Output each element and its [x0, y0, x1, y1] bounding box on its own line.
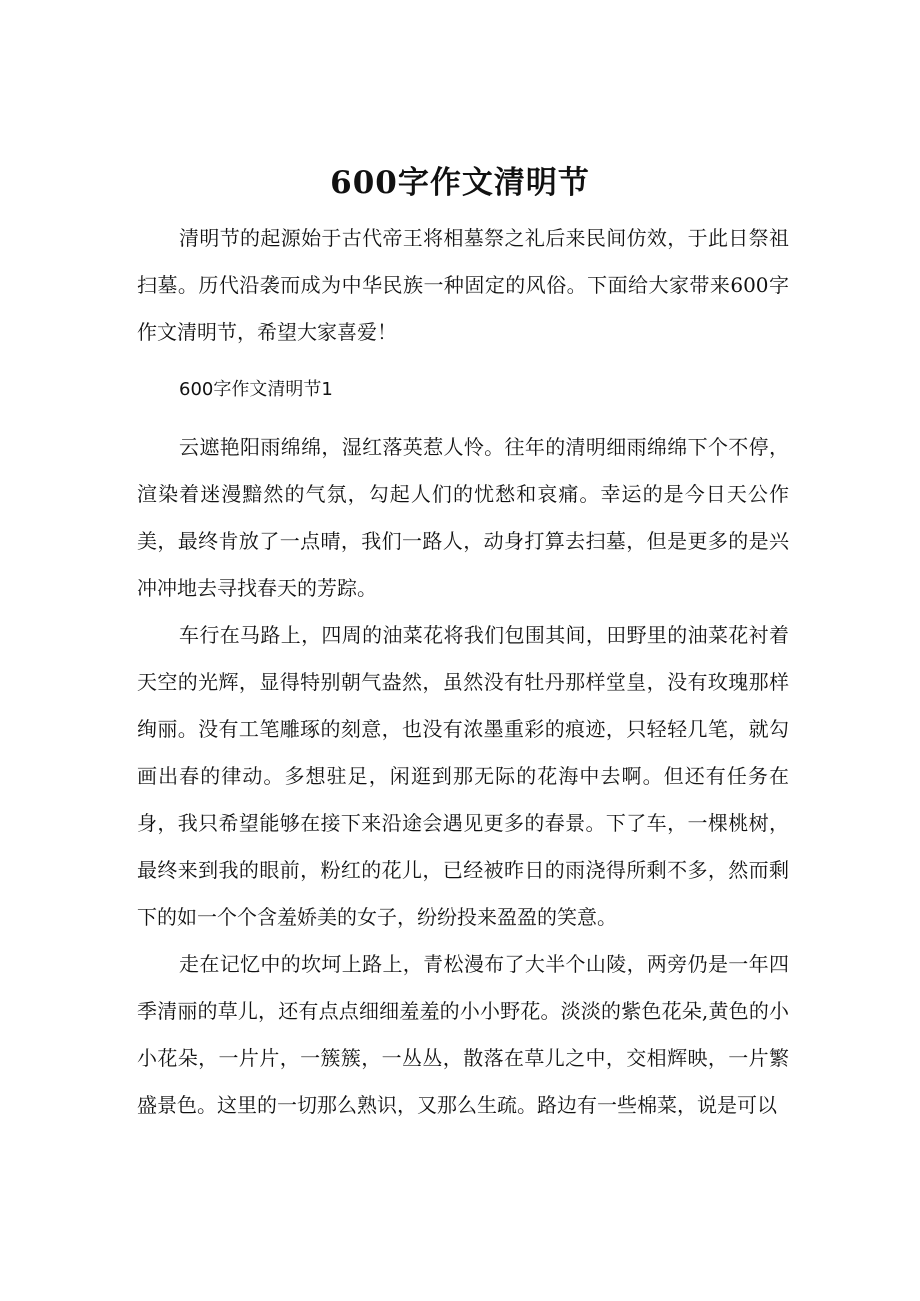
body-paragraph-3: 走在记忆中的坎坷上路上，青松漫布了大半个山陵，两旁仍是一年四季清丽的草儿，还有点点细细羞羞的小小野花。淡淡的紫色花朵,黄色的小小花朵，一片片，一簇簇，一丛丛，散落在草儿之中，交相辉映，一片繁盛景色。这里的一切那么熟识，又那么生疏。路边有一些棉菜，说是可以 — [137, 952, 789, 1117]
page-title: 600字作文清明节 — [330, 164, 590, 201]
document-body — [137, 215, 789, 1129]
intro-paragraph: 清明节的起源始于古代帝王将相墓祭之礼后来民间仿效，于此日祭祖扫墓。历代沿袭而成为中华民族一种固定的风俗。下面给大家带来600字作文清明节，希望大家喜爱！ — [137, 226, 789, 344]
section-heading: 600字作文清明节1 — [179, 379, 333, 400]
body-paragraph-1: 云遮艳阳雨绵绵，湿红落英惹人怜。往年的清明细雨绵绵下个不停，渲染着迷漫黯然的气氛，勾起人们的忧愁和哀痛。幸运的是今日天公作美，最终肯放了一点晴，我们一路人，动身打算去扫墓，但是更多的是兴冲冲地去寻找春天的芳踪。 — [137, 435, 789, 600]
body-paragraph-2: 车行在马路上，四周的油菜花将我们包围其间，田野里的油菜花衬着天空的光辉，显得特别朝气盎然，虽然没有牡丹那样堂皇，没有玫瑰那样绚丽。没有工笔雕琢的刻意，也没有浓墨重彩的痕迹，只轻轻几笔，就勾画出春的律动。多想驻足，闲逛到那无际的花海中去啊。但还有任务在身，我只希望能够在接下来沿途会遇见更多的春景。下了车，一棵桃树，最终来到我的眼前，粉红的花儿，已经被昨日的雨浇得所剩不多，然而剩下的如一个个含羞娇美的女子，纷纷投来盈盈的笑意。 — [137, 623, 789, 929]
